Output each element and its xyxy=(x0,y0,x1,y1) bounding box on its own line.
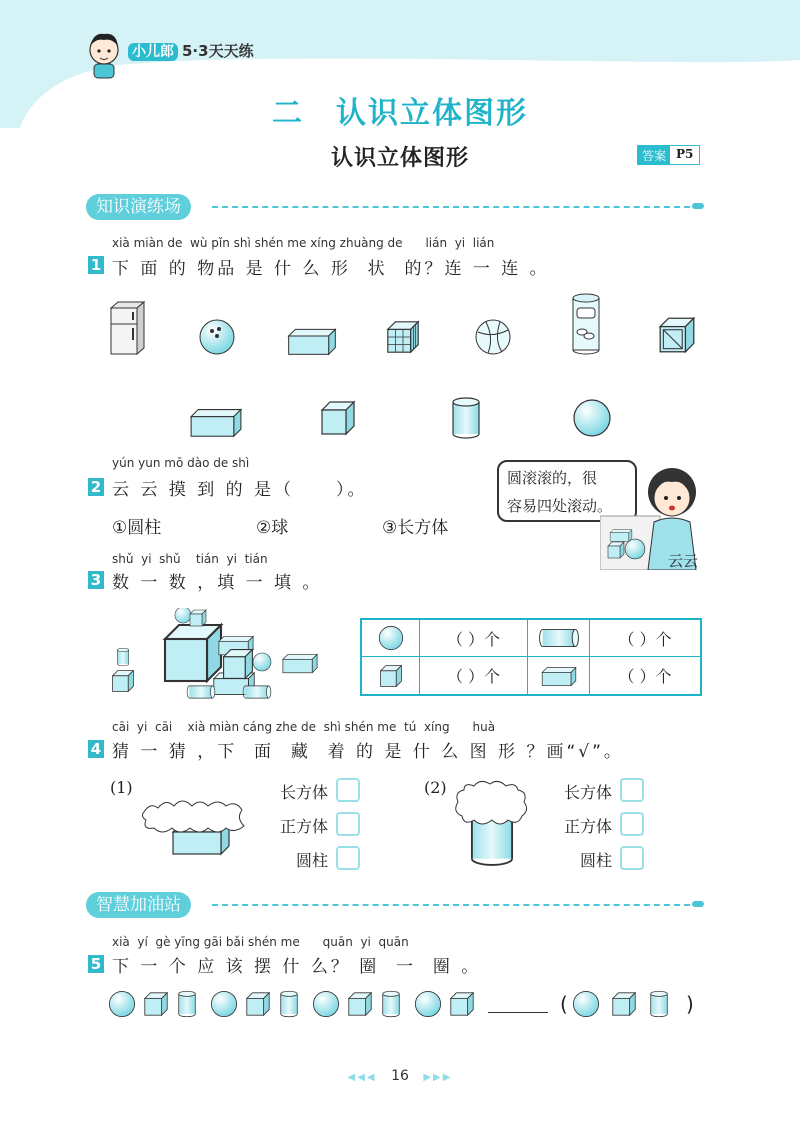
q1-text: 下 面 的 物品 是 什 么 形 状 的？连 一 连 。 xyxy=(112,259,550,279)
chips-can-icon[interactable] xyxy=(570,292,604,356)
sequence-cube-11 xyxy=(448,990,476,1018)
answer-label: 答案 xyxy=(638,146,670,164)
choice-paren-close: ) xyxy=(686,992,694,1016)
choice-paren-open: ( xyxy=(560,992,568,1016)
section-banner-practice: 知识演练场 xyxy=(86,194,191,220)
answer-reference xyxy=(637,145,700,165)
q3-text: 数 一 数 ，填 一 填 。 xyxy=(112,573,323,593)
q4a-label-cylinder: 圆柱 xyxy=(295,851,328,870)
cube-icon xyxy=(378,663,404,689)
q4-text: 猜 一 猜 ，下 面 藏 着 的 是 什 么 图 形 ？画“√”。 xyxy=(112,742,624,762)
answer-blank[interactable] xyxy=(488,1012,548,1013)
q2-text: 云 云 摸 到 的 是（ ）。 xyxy=(112,480,368,500)
sequence-sphere-4 xyxy=(210,990,238,1018)
q1-pinyin: xià miàn de wù pǐn shì shén me xíng zhuàng de lián yi lián xyxy=(112,236,495,250)
bowling-ball-icon[interactable] xyxy=(198,318,236,356)
sequence-sphere-7 xyxy=(312,990,340,1018)
count-sphere-answer[interactable]: （ ）个 xyxy=(420,620,528,657)
block-train-figure xyxy=(106,608,334,704)
q4b-label-cube: 正方体 xyxy=(563,817,612,836)
divider-end xyxy=(692,203,704,209)
q2-option-2[interactable]: ②球 xyxy=(256,518,289,538)
sequence-cylinder-9 xyxy=(380,990,402,1018)
sequence-sphere-10 xyxy=(414,990,442,1018)
choice-sphere-1[interactable] xyxy=(572,990,600,1018)
cylinder-shape[interactable] xyxy=(450,396,482,440)
q4b-label-cylinder: 圆柱 xyxy=(579,851,612,870)
q2-option-1[interactable]: ①圆柱 xyxy=(112,518,162,538)
lesson-title: 认识立体图形 xyxy=(330,146,469,171)
sphere-icon xyxy=(378,625,404,651)
character-name: 云云 xyxy=(668,552,699,570)
q4-pinyin: cāi yi cāi xià miàn cáng zhe de shì shén me tú xíng huà xyxy=(112,720,496,734)
sequence-sphere-1 xyxy=(108,990,136,1018)
brand-series: 5·3天天练 xyxy=(182,42,254,60)
bubble-line-2: 容易四处滚动。 xyxy=(507,497,613,515)
q4a-checkbox-cube[interactable] xyxy=(336,812,360,836)
hidden-cuboid-figure xyxy=(140,794,250,858)
q4-part-2: (2) xyxy=(424,778,447,797)
q4b-checkbox-cylinder[interactable] xyxy=(620,846,644,870)
divider-end-2 xyxy=(692,901,704,907)
count-cuboid-answer[interactable]: （ ）个 xyxy=(618,667,672,686)
q1-number: 1 xyxy=(88,256,104,274)
q4-part-1: (1) xyxy=(110,778,133,797)
bubble-line-1: 圆滚滚的，很 xyxy=(507,469,598,487)
beach-ball-icon[interactable] xyxy=(474,318,512,356)
count-cylinder-cell xyxy=(528,620,590,657)
rubik-cube-icon[interactable] xyxy=(384,318,422,356)
mascot-logo-icon xyxy=(82,30,126,80)
q4b-label-cuboid: 长方体 xyxy=(563,783,612,802)
q4a-checkbox-cuboid[interactable] xyxy=(336,778,360,802)
cuboid-icon xyxy=(541,665,577,687)
answer-page: P5 xyxy=(676,147,694,161)
cylinder-icon xyxy=(538,627,580,649)
count-table xyxy=(360,618,702,696)
crate-icon[interactable] xyxy=(656,314,698,356)
sequence-cube-2 xyxy=(142,990,170,1018)
section-divider-2 xyxy=(212,904,690,906)
page-prev-arrows-icon: ◀◀◀ xyxy=(347,1072,377,1083)
count-sphere-cell xyxy=(362,620,420,657)
q4a-label-cuboid: 长方体 xyxy=(279,783,328,802)
q4b-checkbox-cube[interactable] xyxy=(620,812,644,836)
cuboid-shape[interactable] xyxy=(188,406,244,438)
page-number-value: 16 xyxy=(391,1068,409,1084)
count-cuboid-cell xyxy=(528,657,590,694)
q2-number: 2 xyxy=(88,478,104,496)
q3-number: 3 xyxy=(88,571,104,589)
q4a-checkbox-cylinder[interactable] xyxy=(336,846,360,870)
fridge-icon[interactable] xyxy=(108,300,148,356)
q4-number: 4 xyxy=(88,740,104,758)
sequence-cube-5 xyxy=(244,990,272,1018)
page-next-arrows-icon: ▶▶▶ xyxy=(423,1072,453,1083)
hidden-cylinder-figure xyxy=(452,780,532,868)
choice-cylinder-3[interactable] xyxy=(648,990,670,1018)
q2-pinyin: yún yun mō dào de shì xyxy=(112,456,250,470)
sequence-cube-8 xyxy=(346,990,374,1018)
choice-cube-2[interactable] xyxy=(610,990,638,1018)
sequence-cylinder-3 xyxy=(176,990,198,1018)
page-number xyxy=(0,1068,800,1084)
q5-number: 5 xyxy=(88,955,104,973)
sequence-cylinder-6 xyxy=(278,990,300,1018)
q4a-label-cube: 正方体 xyxy=(279,817,328,836)
brand-logo-text: 小儿郎 xyxy=(128,43,178,61)
q3-pinyin: shǔ yi shǔ tián yi tián xyxy=(112,552,268,566)
brick-icon[interactable] xyxy=(284,326,340,356)
q5-pinyin: xià yí gè yīng gāi bǎi shén me quān yi quān xyxy=(112,935,409,949)
section-banner-bonus: 智慧加油站 xyxy=(86,892,191,918)
q2-option-3[interactable]: ③长方体 xyxy=(382,518,449,538)
q4b-checkbox-cuboid[interactable] xyxy=(620,778,644,802)
unit-title: 二 认识立体图形 xyxy=(272,96,528,131)
sphere-shape[interactable] xyxy=(572,398,612,438)
count-cube-answer[interactable]: （ ）个 xyxy=(420,657,528,694)
q5-text: 下 一 个 应 该 摆 什 么？ 圈 一 圈 。 xyxy=(112,957,482,977)
count-cube-cell xyxy=(362,657,420,694)
cube-shape[interactable] xyxy=(318,398,358,438)
count-cylinder-answer[interactable]: （ ）个 xyxy=(590,620,700,657)
section-divider xyxy=(212,206,690,208)
brand-title xyxy=(128,40,254,61)
